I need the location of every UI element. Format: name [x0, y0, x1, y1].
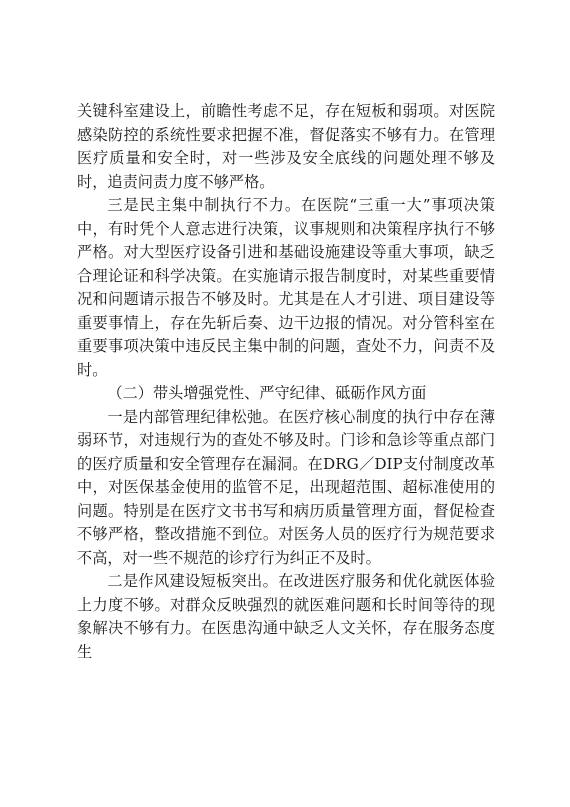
- paragraph-work-style: 二是作风建设短板突出。在改进医疗服务和优化就医体验上力度不够。对群众反映强烈的就医难问题和长时间等待的现象解决不够有力。在医患沟通中缺乏人文关怀，存在服务态度生: [77, 572, 495, 661]
- section-heading: （二）带头增强党性、严守纪律、砥砺作风方面: [107, 384, 427, 402]
- paragraph-democratic-centralism: 三是民主集中制执行不力。在医院“三重一大”事项决策中，有时凭个人意志进行决策，议事规则和决策程序执行不够严格。对大型医疗设备引进和基础设施建设等重大事项，缺乏合理论证和科学决策。在实施请示报告制度时，对某些重要情况和问题请示报告不够及时。尤其是在人才引进、项目建设等重要事情上，存在先斩后奏、边干边报的情况。对分管科室在重要事项决策中违反民主集中制的问题，查处不力，问责不及时。: [77, 196, 495, 379]
- paragraph-continued: 关键科室建设上，前瞻性考虑不足，存在短板和弱项。对医院感染防控的系统性要求把握不准，督促落实不够有力。在管理医疗质量和安全时，对一些涉及安全底线的问题处理不够及时，追责问责力度不够严格。: [77, 102, 495, 191]
- document-body: [77, 100, 495, 664]
- paragraph-internal-management: 一是内部管理纪律松弛。在医疗核心制度的执行中存在薄弱环节，对违规行为的查处不够及时。门诊和急诊等重点部门的医疗质量和安全管理存在漏洞。在DRG／DIP支付制度改革中，对医保基金使用的监管不足，出现超范围、超标准使用的问题。特别是在医疗文书书写和病历质量管理方面，督促检查不够严格，整改措施不到位。对医务人员的医疗行为规范要求不高，对一些不规范的诊疗行为纠正不及时。: [77, 407, 495, 567]
